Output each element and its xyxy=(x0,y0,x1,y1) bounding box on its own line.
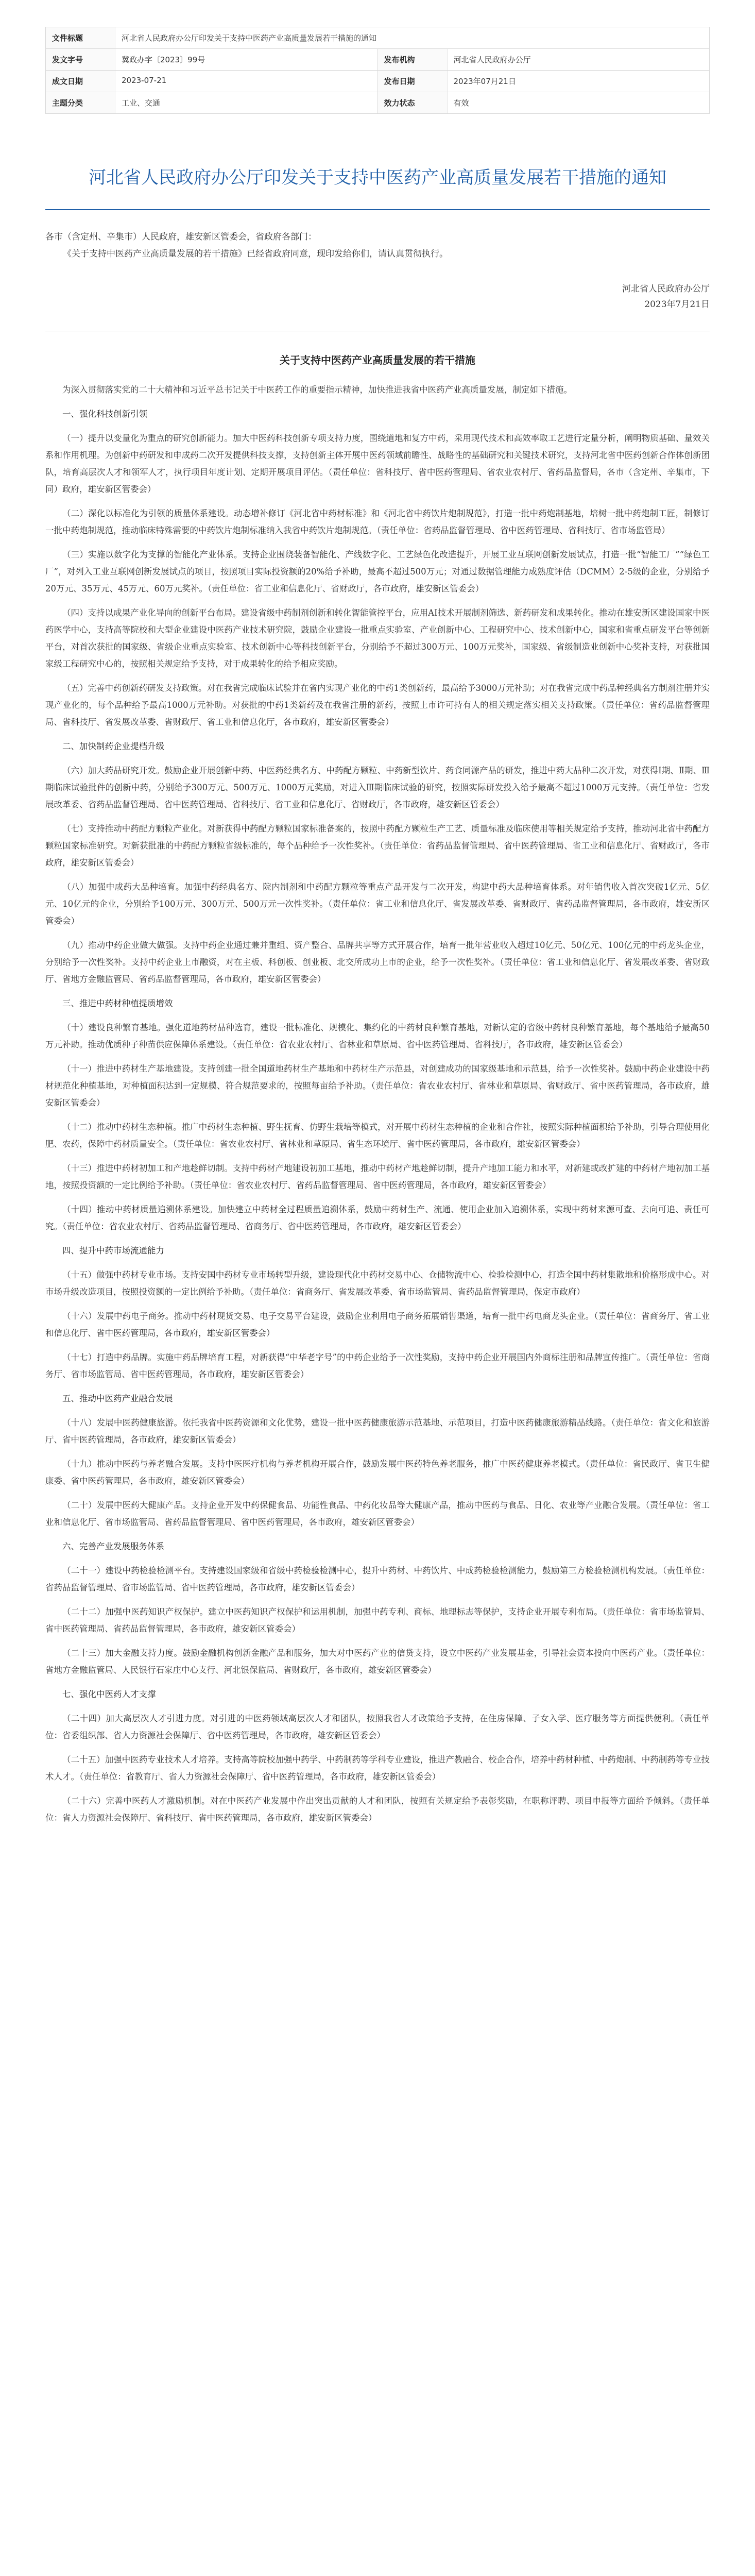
measure-paragraph: （二十）发展中医药大健康产品。支持企业开发中药保健食品、功能性食品、中药化妆品等大健康产品，推动中医药与食品、日化、农业等产业融合发展。（责任单位：省工业和信息化厅、省市场监管局、省药品监督管理局、省中医药管理局，各市政府，雄安新区管委会） xyxy=(45,1500,710,1527)
meta-label: 成文日期 xyxy=(46,71,115,92)
meta-label: 文件标题 xyxy=(46,27,115,48)
measure-paragraph: （二十一）建设中药检验检测平台。支持建设国家级和省级中药检验检测中心，提升中药材、中药饮片、中成药检验检测能力，鼓励第三方检验检测机构发展。（责任单位：省药品监督管理局、省市场监管局、省中医药管理局，各市政府，雄安新区管委会） xyxy=(45,1566,710,1592)
notice-addressee: 各市（含定州、辛集市）人民政府，雄安新区管委会，省政府各部门： xyxy=(45,232,317,242)
meta-value: 2023年07月21日 xyxy=(453,77,516,86)
measures-title: 关于支持中医药产业高质量发展的若干措施 xyxy=(280,354,475,366)
document-title: 河北省人民政府办公厅印发关于支持中医药产业高质量发展若干措施的通知 xyxy=(45,163,710,210)
meta-cell xyxy=(46,92,378,113)
meta-cell xyxy=(378,49,710,70)
measure-paragraph: （四）支持以成果产业化导向的创新平台布局。建设省级中药制剂创新和转化智能管控平台，应用AI技术开展制剂筛选、新药研发和成果转化。推动在雄安新区建设国家中医药医学中心，支持高等院校和大型企业建设中医药产业技术研究院，鼓励企业建设一批重点实验室、产业创新中心、工程研究中心、技术创新中心，国家和省重点研发平台等创新平台，对首次获批的国家级、省级企业重点实验室、技术创新中心等科技创新平台，分别给予不超过300万元、100万元奖补，国家级、省级制造业创新中心奖补支持，对获批国家级工程研究中心的，按照相关规定给予支持，对于成果转化的给予相应奖励。 xyxy=(45,608,710,669)
measure-paragraph: （二十五）加强中医药专业技术人才培养。支持高等院校加强中药学、中药制药等学科专业建设，推进产教融合、校企合作，培养中药材种植、中药炮制、中药制药等专业技术人才。（责任单位：省教育厅、省人力资源社会保障厅、省中医药管理局，各市政府，雄安新区管委会） xyxy=(45,1755,710,1782)
meta-cell xyxy=(46,49,378,70)
section-heading: 三、推进中药材种植提质增效 xyxy=(62,998,173,1008)
measure-paragraph: （五）完善中药创新药研发支持政策。对在我省完成临床试验并在省内实现产业化的中药1类创新药，最高给予3000万元补助；对在我省完成中药品种经典名方制剂注册并实现产业化的，每个品种给予最高1000万元补助。对获批的中药1类新药及在我省注册的新药，按照上市许可持有人的相关规定落实相关支持政策。（责任单位：省药品监督管理局、省科技厅、省发展改革委、省财政厅、省工业和信息化厅，各市政府，雄安新区管委会） xyxy=(45,683,710,727)
meta-value: 河北省人民政府办公厅印发关于支持中医药产业高质量发展若干措施的通知 xyxy=(122,33,377,43)
measure-paragraph: 为深入贯彻落实党的二十大精神和习近平总书记关于中医药工作的重要指示精神，加快推进我省中医药产业高质量发展，制定如下措施。 xyxy=(62,385,572,395)
meta-label: 发布机构 xyxy=(378,49,448,70)
signature-block xyxy=(45,281,710,312)
section-heading: 六、完善产业发展服务体系 xyxy=(62,1541,164,1551)
measure-paragraph: （十八）发展中医药健康旅游。依托我省中医药资源和文化优势，建设一批中医药健康旅游示范基地、示范项目，打造中医药健康旅游精品线路。（责任单位：省文化和旅游厅、省中医药管理局，各市政府，雄安新区管委会） xyxy=(45,1418,710,1445)
measure-paragraph: （二）深化以标准化为引领的质量体系建设。动态增补修订《河北省中药材标准》和《河北省中药饮片炮制规范》，打造一批中药炮制基地，培树一批中药炮制工匠，制修订一批中药炮制规范，推动临床特殊需要的中药饮片炮制标准纳入我省中药饮片炮制规范。（责任单位：省药品监督管理局、省中医药管理局、省科技厅、省市场监管局） xyxy=(45,509,710,535)
meta-value: 河北省人民政府办公厅 xyxy=(453,55,531,64)
section-heading: 五、推动中医药产业融合发展 xyxy=(62,1394,173,1403)
measure-paragraph: （十）建设良种繁育基地。强化道地药材品种选育，建设一批标准化、规模化、集约化的中药材良种繁育基地，对新认定的省级中药材良种繁育基地，每个基地给予最高50万元补助。推动优质种子种苗供应保障体系建设。（责任单位：省农业农村厅、省林业和草原局、省中医药管理局、省科技厅，各市政府，雄安新区管委会） xyxy=(45,1023,710,1049)
meta-row xyxy=(46,92,710,114)
meta-row xyxy=(46,49,710,71)
meta-cell xyxy=(378,71,710,92)
meta-value: 工业、交通 xyxy=(122,98,161,108)
notice-text: 《关于支持中医药产业高质量发展的若干措施》已经省政府同意，现印发给你们，请认真贯彻执行。 xyxy=(63,249,448,259)
measure-paragraph: （六）加大药品研究开发。鼓励企业开展创新中药、中医药经典名方、中药配方颗粒、中药新型饮片、药食同源产品的研发，推进中药大品种二次开发，对获得Ⅰ期、Ⅱ期、Ⅲ期临床试验批件的创新中药，分别给予300万元、500万元、1000万元奖励，对进入Ⅲ期临床试验的研究，按照实际研发投入给予最高不超过1000万元支持。（责任单位：省发展改革委、省药品监督管理局、省中医药管理局、省科技厅、省工业和信息化厅、省财政厅，各市政府，雄安新区管委会） xyxy=(45,766,710,809)
meta-value: 2023-07-21 xyxy=(122,76,167,85)
measures-content xyxy=(45,381,710,1826)
meta-cell xyxy=(378,92,710,113)
meta-label: 效力状态 xyxy=(378,92,448,113)
measure-paragraph: （十四）推动中药材质量追溯体系建设。加快建立中药材全过程质量追溯体系，鼓励中药材生产、流通、使用企业加入追溯体系，实现中药材来源可查、去向可追、责任可究。（责任单位：省农业农村厅、省药品监督管理局、省商务厅、省中医药管理局，各市政府，雄安新区管委会） xyxy=(45,1205,710,1231)
meta-cell xyxy=(46,71,378,92)
meta-cell xyxy=(46,27,710,48)
section-heading: 七、强化中医药人才支撑 xyxy=(62,1689,156,1699)
measure-paragraph: （三）实施以数字化为支撑的智能化产业体系。支持企业围绕装备智能化、产线数字化、工艺绿色化改造提升，开展工业互联网创新发展试点，打造一批“智能工厂”“绿色工厂”，对列入工业互联网创新发展试点的项目，按照项目实际投资额的20%给予补助，最高不超过500万元；对通过数据管理能力成熟度评估（DCMM）2-5级的企业，分别给予20万元、35万元、45万元、60万元奖补。（责任单位：省工业和信息化厅、省财政厅，各市政府，雄安新区管委会） xyxy=(45,550,710,594)
notice-body xyxy=(45,229,710,263)
meta-row xyxy=(46,71,710,92)
measure-paragraph: （一）提升以变量化为重点的研究创新能力。加大中医药科技创新专项支持力度，围绕道地和复方中药，采用现代技术和高效率取工艺进行定量分析，阐明物质基础、量效关系和作用机理。为创新中药研发和申成药二次开发提供科技支撑，支持创新主体开展中医药领域前瞻性、战略性的基础研究和关键技术研究，支持河北省中医药创新合作体创新团队，培育高层次人才和领军人才，执行项目年度计划、定期开展项目评估。（责任单位：省科技厅、省中医药管理局、省农业农村厅、省药品监督局，各市（含定州、辛集市，下同）政府，雄安新区管委会） xyxy=(45,433,710,494)
measure-paragraph: （十六）发展中药电子商务。推动中药材现货交易、电子交易平台建设，鼓励企业利用电子商务拓展销售渠道，培育一批中药电商龙头企业。（责任单位：省商务厅、省工业和信息化厅、省中医药管理局，各市政府，雄安新区管委会） xyxy=(45,1311,710,1338)
section-heading: 二、加快制药企业提档升级 xyxy=(62,741,164,751)
measure-paragraph: （十三）推进中药材初加工和产地趁鲜切制。支持中药材产地建设初加工基地，推动中药材产地趁鲜切制，提升产地加工能力和水平，对新建或改扩建的中药材产地初加工基地，按照投资额的一定比例给予补助。（责任单位：省农业农村厅、省药品监督管理局、省中医药管理局，各市政府，雄安新区管委会） xyxy=(45,1163,710,1190)
measure-paragraph: （二十六）完善中医药人才激励机制。对在中医药产业发展中作出突出贡献的人才和团队，按照有关规定给予表彰奖励，在职称评聘、项目申报等方面给予倾斜。（责任单位：省人力资源社会保障厅、省科技厅、省中医药管理局，各市政府，雄安新区管委会） xyxy=(45,1796,710,1823)
measure-paragraph: （九）推动中药企业做大做强。支持中药企业通过兼并重组、资产整合、品牌共享等方式开展合作，培育一批年营业收入超过10亿元、50亿元、100亿元的中药龙头企业，分别给予一次性奖补。支持中药企业上市融资，对在主板、科创板、创业板、北交所成功上市的企业，给予一次性奖补。（责任单位：省工业和信息化厅、省发展改革委、省财政厅、省地方金融监管局、省药品监督管理局，各市政府，雄安新区管委会） xyxy=(45,940,710,984)
meta-label: 发布日期 xyxy=(378,71,448,92)
meta-label: 主题分类 xyxy=(46,92,115,113)
measure-paragraph: （十七）打造中药品牌。实施中药品牌培育工程，对新获得“中华老字号”的中药企业给予一次性奖励，支持中药企业开展国内外商标注册和品牌宣传推广。（责任单位：省商务厅、省市场监管局、省中医药管理局，各市政府，雄安新区管委会） xyxy=(45,1352,710,1379)
measure-paragraph: （十九）推动中医药与养老融合发展。支持中医医疗机构与养老机构开展合作，鼓励发展中医药特色养老服务，推广中医药健康养老模式。（责任单位：省民政厅、省卫生健康委、省中医药管理局，各市政府，雄安新区管委会） xyxy=(45,1459,710,1486)
meta-row-title xyxy=(46,27,710,49)
measure-paragraph: （八）加强中成药大品种培育。加强中药经典名方、院内制剂和中药配方颗粒等重点产品开发与二次开发，构建中药大品种培育体系。对年销售收入首次突破1亿元、5亿元、10亿元的企业，分别给予100万元、300万元、500万元一次性奖补。（责任单位：省工业和信息化厅、省发展改革委、省财政厅、省药品监督管理局，各市政府，雄安新区管委会） xyxy=(45,882,710,926)
measure-paragraph: （二十二）加强中医药知识产权保护。建立中医药知识产权保护和运用机制，加强中药专利、商标、地理标志等保护，支持企业开展专利布局。（责任单位：省市场监管局、省中医药管理局、省药品监督管理局，各市政府，雄安新区管委会） xyxy=(45,1607,710,1634)
document-metadata-table xyxy=(45,27,710,114)
meta-value: 冀政办字〔2023〕99号 xyxy=(122,55,205,64)
meta-value: 有效 xyxy=(453,98,469,108)
measure-paragraph: （二十三）加大金融支持力度。鼓励金融机构创新金融产品和服务，加大对中医药产业的信贷支持，设立中医药产业发展基金，引导社会资本投向中医药产业。（责任单位：省地方金融监管局、人民银行石家庄中心支行、河北银保监局、省财政厅，各市政府，雄安新区管委会） xyxy=(45,1648,710,1675)
measure-paragraph: （十一）推进中药材生产基地建设。支持创建一批全国道地药材生产基地和中药材生产示范县，对创建成功的国家级基地和示范县，给予一次性奖补。鼓励中药企业建设中药材规范化种植基地，对种植面积达到一定规模、符合规范要求的，按照每亩给予补助。（责任单位：省农业农村厅、省林业和草原局、省财政厅、省中医药管理局，各市政府，雄安新区管委会） xyxy=(45,1064,710,1108)
section-heading: 一、强化科技创新引领 xyxy=(62,409,147,419)
section-heading: 四、提升中药市场流通能力 xyxy=(62,1246,164,1256)
measure-paragraph: （十五）做强中药材专业市场。支持安国中药材专业市场转型升级，建设现代化中药材交易中心、仓储物流中心、检验检测中心，打造全国中药材集散地和价格形成中心。对市场升级改造项目，按照投资额的一定比例给予补助。（责任单位：省商务厅、省发展改革委、省市场监管局、省药品监督管理局，保定市政府） xyxy=(45,1270,710,1297)
signer: 河北省人民政府办公厅 xyxy=(622,284,710,294)
signature-date: 2023年7月21日 xyxy=(644,299,710,310)
measure-paragraph: （十二）推动中药材生态种植。推广中药材生态种植、野生抚育、仿野生栽培等模式，对开展中药材生态种植的企业和合作社，按照实际种植面积给予补助，引导合理使用化肥、农药，保障中药材质量安全。（责任单位：省农业农村厅、省林业和草原局、省生态环境厅、省中医药管理局，各市政府，雄安新区管委会） xyxy=(45,1122,710,1149)
measure-paragraph: （二十四）加大高层次人才引进力度。对引进的中医药领域高层次人才和团队，按照我省人才政策给予支持，在住房保障、子女入学、医疗服务等方面提供便利。（责任单位：省委组织部、省人力资源社会保障厅、省中医药管理局，各市政府，雄安新区管委会） xyxy=(45,1714,710,1740)
measure-paragraph: （七）支持推动中药配方颗粒产业化。对新获得中药配方颗粒国家标准备案的，按照中药配方颗粒生产工艺、质量标准及临床使用等相关规定给予支持，推动河北省中药配方颗粒国家标准研究。对新获批准的中药配方颗粒省级标准的，每个品种给予一次性奖补。（责任单位：省药品监督管理局、省中医药管理局、省工业和信息化厅、省财政厅，各市政府，雄安新区管委会） xyxy=(45,824,710,868)
meta-label: 发文字号 xyxy=(46,49,115,70)
